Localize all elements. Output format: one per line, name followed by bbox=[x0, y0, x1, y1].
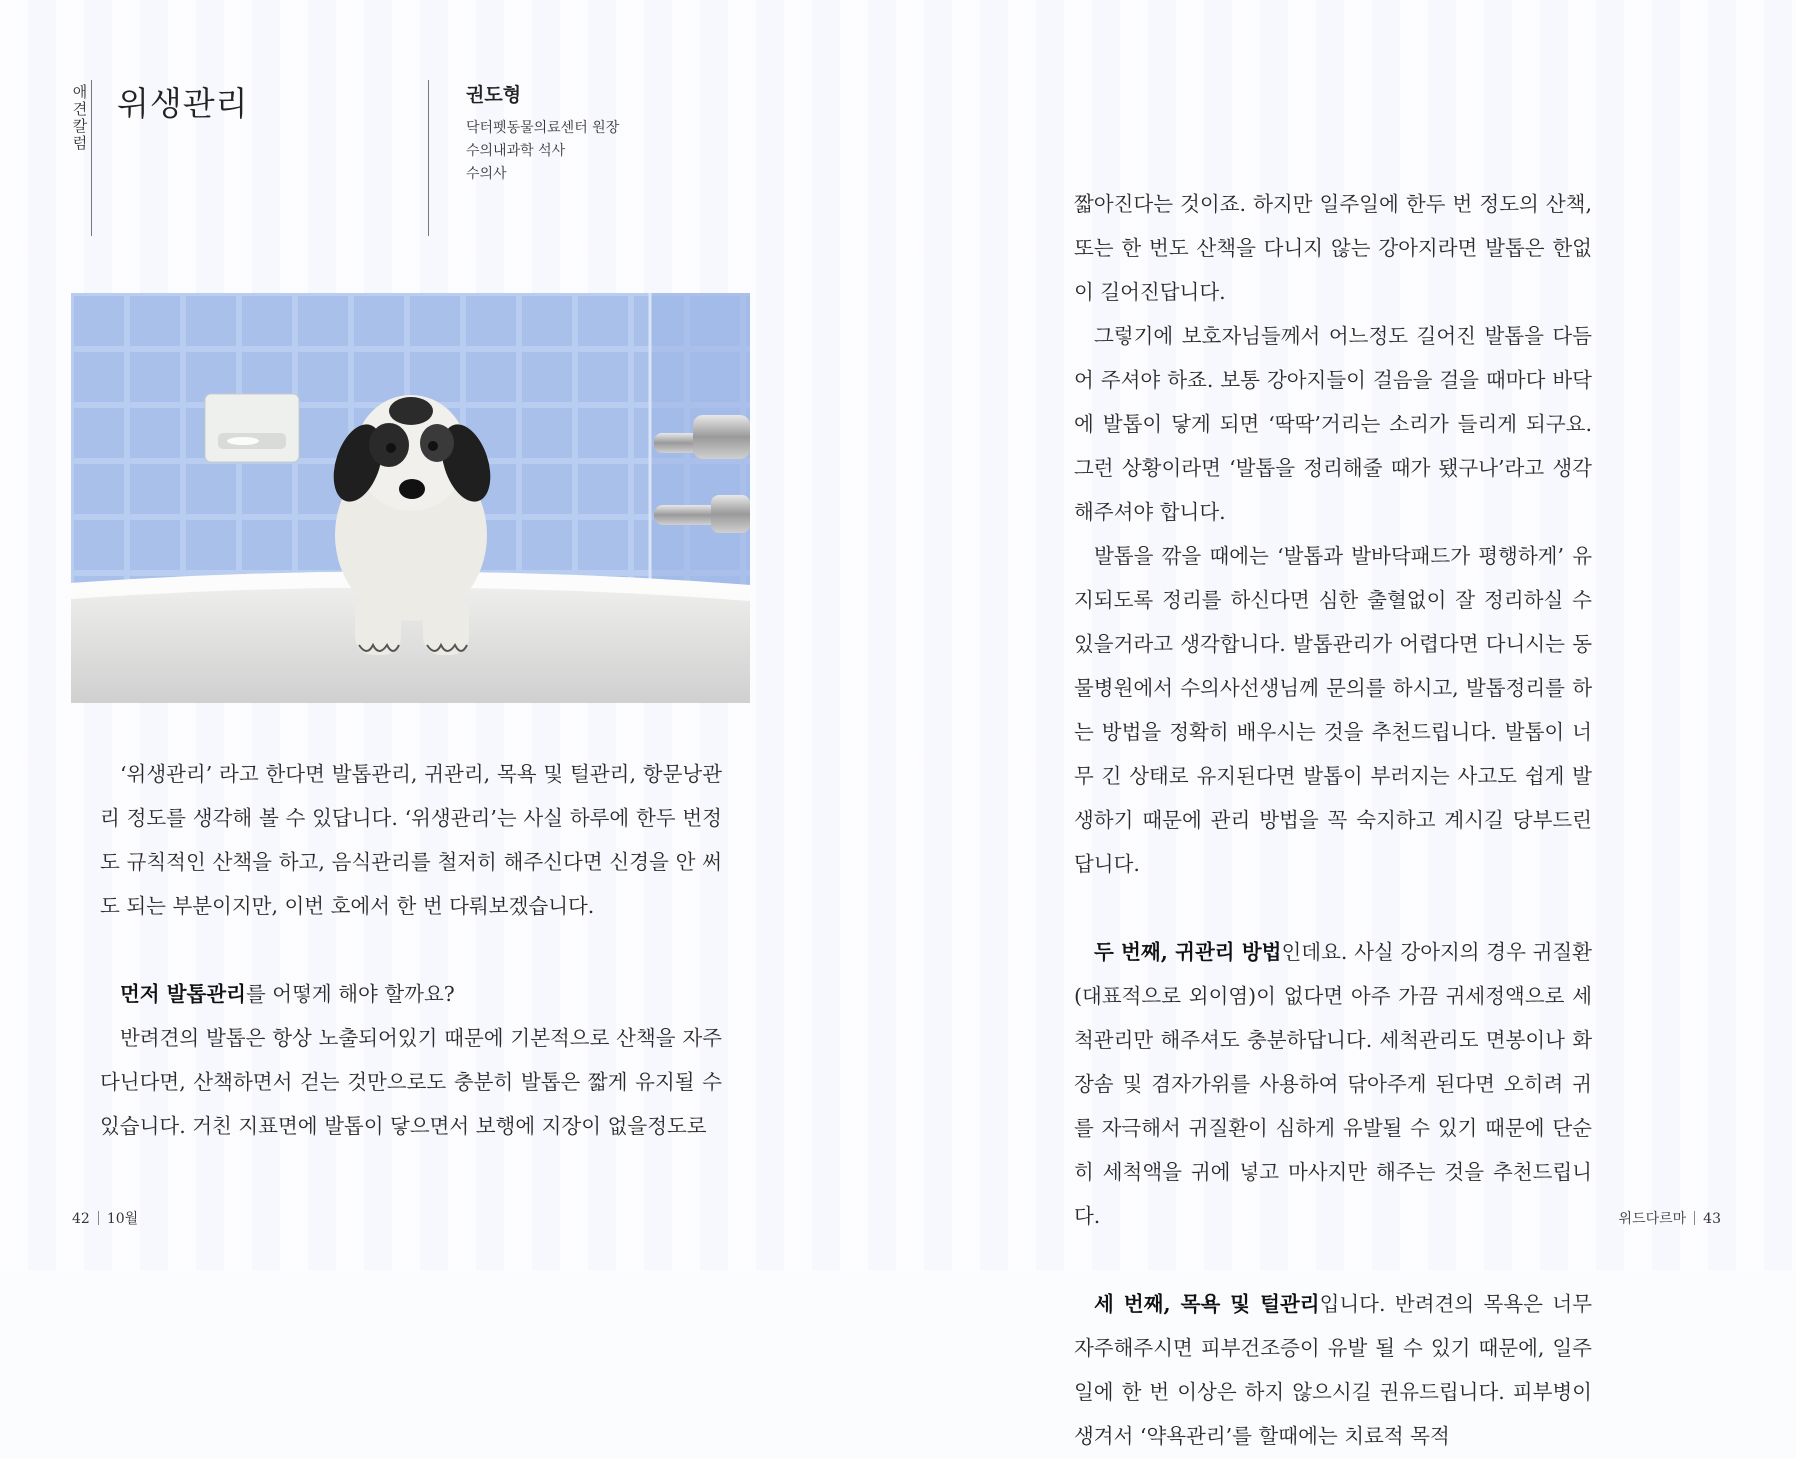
left-page bbox=[0, 0, 898, 1270]
heading-bold: 세 번째, 목욕 및 털관리 bbox=[1094, 1292, 1320, 1316]
author-name: 권도형 bbox=[466, 84, 522, 106]
paragraph bbox=[1074, 930, 1592, 1238]
paragraph-rest: 인데요. 사실 강아지의 경우 귀질환(대표적으로 외이염)이 없다면 아주 가끔 귀세정액으로 세척관리만 해주셔도 충분하답니다. 세척관리도 면봉이나 화장솜 및 겸자가위를 사용하여 닦아주게 된다면 오히려 귀를 자극해서 귀질환이 심하게 유발될 수 있기 때문에 단순히 세척액을 귀에 넣고 마사지만 해주는 것을 추천드립니다. bbox=[1074, 940, 1592, 1228]
heading-bold: 두 번째, 귀관리 방법 bbox=[1094, 940, 1282, 964]
issue-month: 10월 bbox=[106, 1211, 139, 1227]
author-profession: 수의사 bbox=[466, 166, 507, 182]
paragraph-gap bbox=[1074, 886, 1592, 930]
author-block bbox=[466, 80, 619, 186]
author-degree: 수의내과학 석사 bbox=[466, 143, 566, 159]
left-body-text bbox=[100, 752, 722, 1148]
article-title: 위생관리 bbox=[117, 84, 249, 123]
section-heading bbox=[100, 972, 722, 1016]
heading-bold: 먼저 발톱관리 bbox=[120, 982, 246, 1006]
folio-separator bbox=[98, 1211, 99, 1225]
right-body-text bbox=[1074, 182, 1592, 1458]
paragraph: ‘위생관리’ 라고 한다면 발톱관리, 귀관리, 목욕 및 털관리, 항문낭관리 정도를 생각해 볼 수 있답니다. ‘위생관리’는 사실 하루에 한두 번정도 규칙적인 산책을 하고, 음식관리를 철저히 해주신다면 신경을 안 써도 되는 부분이지만, 이번 호에서 한 번 다뤄보겠습니다. bbox=[100, 762, 722, 918]
divider-line bbox=[91, 80, 92, 236]
right-page bbox=[898, 0, 1796, 1448]
dog-in-bathtub-photo bbox=[71, 293, 750, 703]
page-number: 42 bbox=[72, 1211, 90, 1227]
author-title: 닥터펫동물의료센터 원장 bbox=[466, 120, 620, 136]
paragraph: 발톱을 깎을 때에는 ‘발톱과 발바닥패드가 평행하게’ 유지되도록 정리를 하신다면 심한 출혈없이 잘 정리하실 수 있을거라고 생각합니다. 발톱관리가 어렵다면 다니시는 동물병원에서 수의사선생님께 문의를 하시고, 발톱정리를 하는 방법을 정확히 배우시는 것을 추천드립니다. 발톱이 너무 긴 상태로 유지된다면 발톱이 부러지는 사고도 쉽게 발생하기 때문에 관리 방법을 꼭 숙지하고 계시길 당부드린답니다. bbox=[1074, 544, 1592, 876]
folio-left bbox=[72, 1208, 138, 1228]
magazine-name: 위드다르마 bbox=[1618, 1211, 1687, 1227]
folio-separator bbox=[1694, 1211, 1695, 1225]
paragraph-gap bbox=[1074, 1238, 1592, 1282]
paragraph: 그렇기에 보호자님들께서 어느정도 길어진 발톱을 다듬어 주셔야 하죠. 보통 강아지들이 걸음을 걸을 때마다 바닥에 발톱이 닿게 되면 ‘딱딱’거리는 소리가 들리게 되구요. 그런 상황이라면 ‘발톱을 정리해줄 때가 됐구나’라고 생각해주셔야 합니다. bbox=[1074, 324, 1592, 524]
folio-right bbox=[1619, 1208, 1721, 1228]
paragraph bbox=[1074, 1282, 1592, 1458]
paragraph: 반려견의 발톱은 항상 노출되어있기 때문에 기본적으로 산책을 자주 다닌다면, 산책하면서 걷는 것만으로도 충분히 발톱은 짧게 유지될 수 있습니다. 거친 지표면에 발톱이 닿으면서 보행에 지장이 없을정도로 bbox=[100, 1026, 722, 1138]
paragraph: 짧아진다는 것이죠. 하지만 일주일에 한두 번 정도의 산책, 또는 한 번도 산책을 다니지 않는 강아지라면 발톱은 한없이 길어진답니다. bbox=[1074, 192, 1592, 304]
paragraph-rest: 입니다. 반려견의 목욕은 너무 자주해주시면 피부건조증이 유발 될 수 있기 때문에, 일주일에 한 번 이상은 하지 않으시길 권유드립니다. 피부병이 생겨서 ‘약욕관리’를 할때에는 치료적 목적 bbox=[1074, 1292, 1592, 1448]
heading-rest: 를 어떻게 해야 할까요? bbox=[245, 982, 455, 1006]
paragraph-gap bbox=[100, 928, 722, 972]
column-label: 애견칼럼 bbox=[72, 83, 88, 152]
page-number: 43 bbox=[1703, 1211, 1721, 1227]
divider-line bbox=[428, 80, 429, 236]
